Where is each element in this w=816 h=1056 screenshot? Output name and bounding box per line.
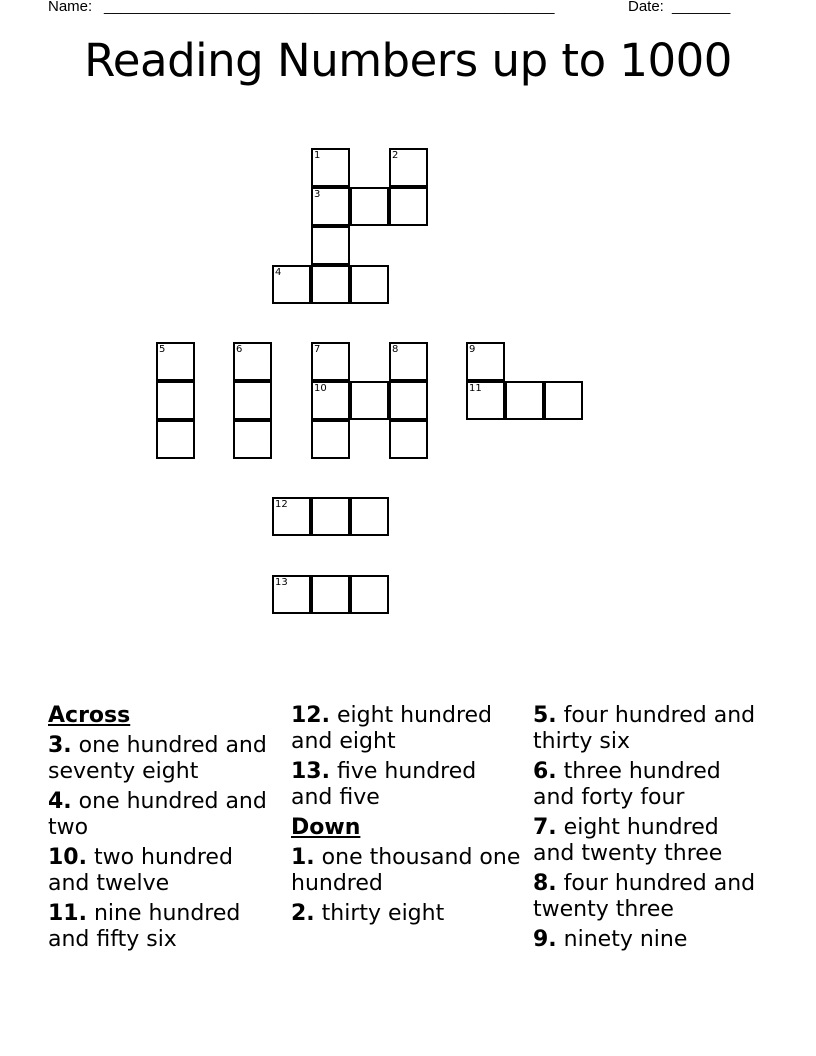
name-field[interactable]: ______________________________________________________ <box>104 0 555 15</box>
page-title: Reading Numbers up to 1000 <box>84 34 732 87</box>
grid-cell[interactable] <box>156 420 195 459</box>
grid-cell[interactable] <box>156 381 195 420</box>
clue-num: 9. <box>533 927 557 952</box>
down-heading: Down <box>291 815 361 840</box>
clue-text: one thousand one hundred <box>291 845 521 896</box>
clue-num: 11. <box>48 901 87 926</box>
grid-cell[interactable] <box>389 342 428 381</box>
grid-cell[interactable] <box>544 381 583 420</box>
clue-num: 10. <box>48 845 87 870</box>
clue-number: 2 <box>392 150 399 161</box>
across-clue <box>48 901 278 953</box>
across-clue <box>291 759 521 811</box>
grid-cell[interactable] <box>350 187 389 226</box>
across-clue <box>48 733 278 785</box>
clue-number: 10 <box>314 383 327 394</box>
clue-text: nine hundred and fifty six <box>48 901 241 952</box>
clue-number: 1 <box>314 150 321 161</box>
clue-text: eight hundred and twenty three <box>533 815 723 866</box>
grid-cell[interactable] <box>233 381 272 420</box>
grid-cell[interactable] <box>350 497 389 536</box>
down-clue <box>533 703 763 755</box>
across-clue <box>48 789 278 841</box>
grid-cell[interactable] <box>311 342 350 381</box>
down-clue <box>533 759 763 811</box>
across-clue <box>291 703 521 755</box>
clue-text: four hundred and thirty six <box>533 703 756 754</box>
clue-text: eight hundred and eight <box>291 703 493 754</box>
grid-cell[interactable] <box>311 575 350 614</box>
clue-number: 13 <box>275 577 288 588</box>
grid-cell[interactable] <box>272 265 311 304</box>
grid-cell[interactable] <box>311 497 350 536</box>
clue-list <box>48 703 788 1003</box>
clue-number: 12 <box>275 499 288 510</box>
grid-cell[interactable] <box>350 575 389 614</box>
clue-number: 3 <box>314 189 321 200</box>
grid-cell[interactable] <box>233 420 272 459</box>
grid-cell[interactable] <box>389 148 428 187</box>
grid-cell[interactable] <box>389 420 428 459</box>
clue-number: 4 <box>275 267 282 278</box>
grid-cell[interactable] <box>389 381 428 420</box>
grid-cell[interactable] <box>311 420 350 459</box>
clue-column <box>48 703 278 957</box>
clue-number: 8 <box>392 344 399 355</box>
down-clue <box>533 871 763 923</box>
clue-number: 6 <box>236 344 243 355</box>
clue-num: 7. <box>533 815 557 840</box>
clue-text: four hundred and twenty three <box>533 871 756 922</box>
clue-text: one hundred and two <box>48 789 267 840</box>
grid-cell[interactable] <box>272 497 311 536</box>
down-clue <box>291 901 521 927</box>
clue-num: 1. <box>291 845 315 870</box>
grid-cell[interactable] <box>466 381 505 420</box>
grid-cell[interactable] <box>505 381 544 420</box>
clue-number: 5 <box>159 344 166 355</box>
clue-num: 6. <box>533 759 557 784</box>
clue-num: 8. <box>533 871 557 896</box>
clue-text: two hundred and twelve <box>48 845 233 896</box>
clue-num: 5. <box>533 703 557 728</box>
grid-cell[interactable] <box>156 342 195 381</box>
clue-num: 12. <box>291 703 330 728</box>
clue-column <box>291 703 521 931</box>
clue-text: three hundred and forty four <box>533 759 721 810</box>
clue-text: one hundred and seventy eight <box>48 733 267 784</box>
grid-cell[interactable] <box>311 187 350 226</box>
date-label: Date: <box>628 0 664 15</box>
down-clue <box>533 927 763 953</box>
across-heading: Across <box>48 703 131 728</box>
clue-num: 3. <box>48 733 72 758</box>
grid-cell[interactable] <box>272 575 311 614</box>
clue-number: 11 <box>469 383 482 394</box>
clue-text: five hundred and five <box>291 759 477 810</box>
grid-cell[interactable] <box>233 342 272 381</box>
grid-cell[interactable] <box>311 226 350 265</box>
across-clue <box>48 845 278 897</box>
grid-cell[interactable] <box>389 187 428 226</box>
clue-number: 9 <box>469 344 476 355</box>
grid-cell[interactable] <box>350 381 389 420</box>
grid-cell[interactable] <box>350 265 389 304</box>
clue-num: 4. <box>48 789 72 814</box>
grid-cell[interactable] <box>311 148 350 187</box>
date-field[interactable]: _______ <box>672 0 731 15</box>
name-label: Name: <box>48 0 93 15</box>
grid-cell[interactable] <box>311 381 350 420</box>
grid-cell[interactable] <box>466 342 505 381</box>
clue-num: 13. <box>291 759 330 784</box>
grid-cell[interactable] <box>311 265 350 304</box>
clue-column <box>533 703 763 957</box>
clue-text: ninety nine <box>563 927 688 952</box>
down-clue <box>533 815 763 867</box>
clue-number: 7 <box>314 344 321 355</box>
clue-num: 2. <box>291 901 315 926</box>
clue-text: thirty eight <box>321 901 445 926</box>
down-clue <box>291 845 521 897</box>
